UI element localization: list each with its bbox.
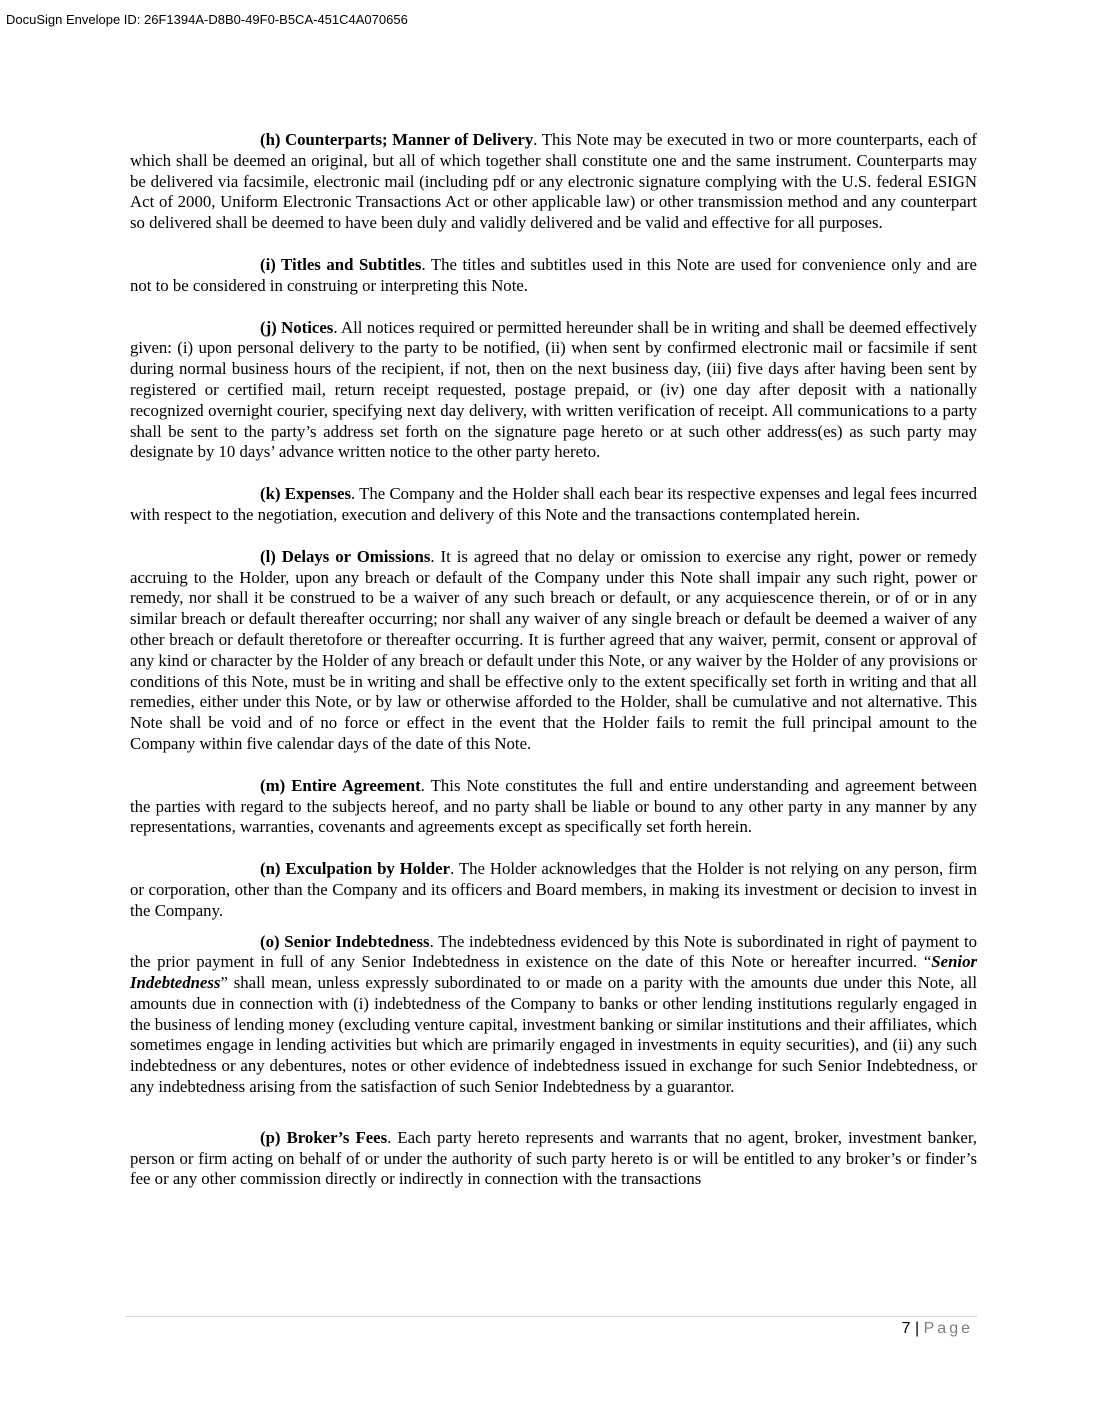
defined-term: Senior Indebtedness <box>130 952 977 993</box>
section-heading: (h) Counterparts; Manner of Delivery <box>260 130 534 149</box>
section-heading: (l) Delays or Omissions <box>260 546 431 566</box>
section-text: ” shall mean, unless expressly subordinated to or made on a parity with the amounts due under this Note, all amounts due in connection with (i) indebtedness of the Company to banks or other lending institutions regularly engaged in the business of lending money (excluding venture capital, investment banking or similar institutions and their affiliates, which sometimes engage in lending activities but which are primarily engaged in investments in equity securities), and (ii) any such indebtedness or any debentures, notes or other evidence of indebtedness issued in exchange for such Senior Indebtedness, or any indebtedness arising from the satisfaction of such Senior Indebtedness by a guarantor. <box>130 973 977 1097</box>
section-heading: (k) Expenses <box>260 484 351 504</box>
page-separator: | <box>915 1320 920 1337</box>
section-notices <box>130 318 977 464</box>
page-footer <box>902 1320 973 1338</box>
section-brokers-fees <box>130 1128 977 1190</box>
section-text: . The Company and the Holder shall each bear its respective expenses and legal fees incurred with respect to the negotiation, execution and delivery of this Note and the transactions contemplated herein. <box>130 484 977 524</box>
section-delays-omissions <box>130 547 977 755</box>
section-heading: (o) Senior Indebtedness <box>260 931 430 951</box>
section-exculpation <box>130 859 977 921</box>
section-heading: (m) Entire Agreement <box>260 775 421 795</box>
section-heading: (i) Titles and Subtitles <box>260 254 422 274</box>
document-body <box>130 130 977 1190</box>
section-text: . The Holder acknowledges that the Holder is not relying on any person, firm or corporation, other than the Company and its officers and Board members, in making its investment or decision to invest in the Company. <box>130 859 977 920</box>
section-heading: (p) Broker’s Fees <box>260 1127 388 1147</box>
section-heading: (j) Notices <box>260 317 334 337</box>
section-text: . This Note may be executed in two or more counterparts, each of which shall be deemed an original, but all of which together shall constitute one and the same instrument. Counterparts may be delivered via facsimile, electronic mail (including pdf or any electronic signature complying with the U.S. federal ESIGN Act of 2000, Uniform Electronic Transactions Act or other applicable law) or other transmission method and any counterpart so delivered shall be deemed to have been duly and validly delivered and be valid and effective for all purposes. <box>130 130 977 233</box>
page-number: 7 <box>901 1320 911 1337</box>
section-senior-indebtedness <box>130 932 977 1098</box>
section-expenses <box>130 484 977 526</box>
section-text: . This Note constitutes the full and entire understanding and agreement between the parties with regard to the subjects hereof, and no party shall be liable or bound to any other party in any manner by any representations, warranties, covenants and agreements except as specifically set forth herein. <box>130 775 978 837</box>
section-counterparts <box>130 130 977 234</box>
section-titles-subtitles <box>130 255 977 297</box>
section-text: . Each party hereto represents and warrants that no agent, broker, investment banker, person or firm acting on behalf of or under the authority of such party hereto is or will be entitled to any broker’s or finder’s fee or any other commission directly or indirectly in connection with the transactions <box>130 1127 977 1189</box>
section-heading: (n) Exculpation by Holder <box>260 859 451 879</box>
section-text: . The indebtedness evidenced by this Note is subordinated in right of payment to the prior payment in full of any Senior Indebtedness in existence on the date of this Note or hereafter incurred. “ <box>130 931 977 972</box>
section-text: . All notices required or permitted hereunder shall be in writing and shall be deemed effectively given: (i) upon personal delivery to the party to be notified, (ii) when sent by confirmed electronic mail or facsimile if sent during normal business hours of the recipient, if not, then on the next business day, (iii) five days after having been sent by registered or certified mail, return receipt requested, postage prepaid, or (iv) one day after deposit with a nationally recognized overnight courier, specifying next day delivery, with written verification of receipt. All communications to a party shall be sent to the party’s address set forth on the signature page hereto or at such other address(es) as such party may designate by 10 days’ advance written notice to the other party hereto. <box>130 317 977 462</box>
section-text: . It is agreed that no delay or omission to exercise any right, power or remedy accruing to the Holder, upon any breach or default of the Company under this Note shall impair any such right, power or remedy, nor shall it be construed to be a waiver of any such breach or default, or any acquiescence therein, or of or in any similar breach or default thereafter occurring; nor shall any waiver of any single breach or default be deemed a waiver of any other breach or default theretofore or thereafter occurring. It is further agreed that any waiver, permit, consent or approval of any kind or character by the Holder of any breach or default under this Note, or any waiver by the Holder of any provisions or conditions of this Note, must be in writing and shall be effective only to the extent specifically set forth in writing and that all remedies, either under this Note, or by law or otherwise afforded to the Holder, shall be cumulative and not alternative. This Note shall be void and of no force or effect in the event that the Holder fails to remit the full principal amount to the Company within five calendar days of the date of this Note. <box>130 546 977 753</box>
section-entire-agreement <box>130 776 977 838</box>
footer-divider <box>125 1316 977 1317</box>
docusign-envelope-id: DocuSign Envelope ID: 26F1394A-D8B0-49F0-B5CA-451C4A070656 <box>6 12 408 27</box>
page-label: Page <box>923 1320 973 1337</box>
section-text: . The titles and subtitles used in this Note are used for convenience only and are not to be considered in construing or interpreting this Note. <box>130 254 977 295</box>
